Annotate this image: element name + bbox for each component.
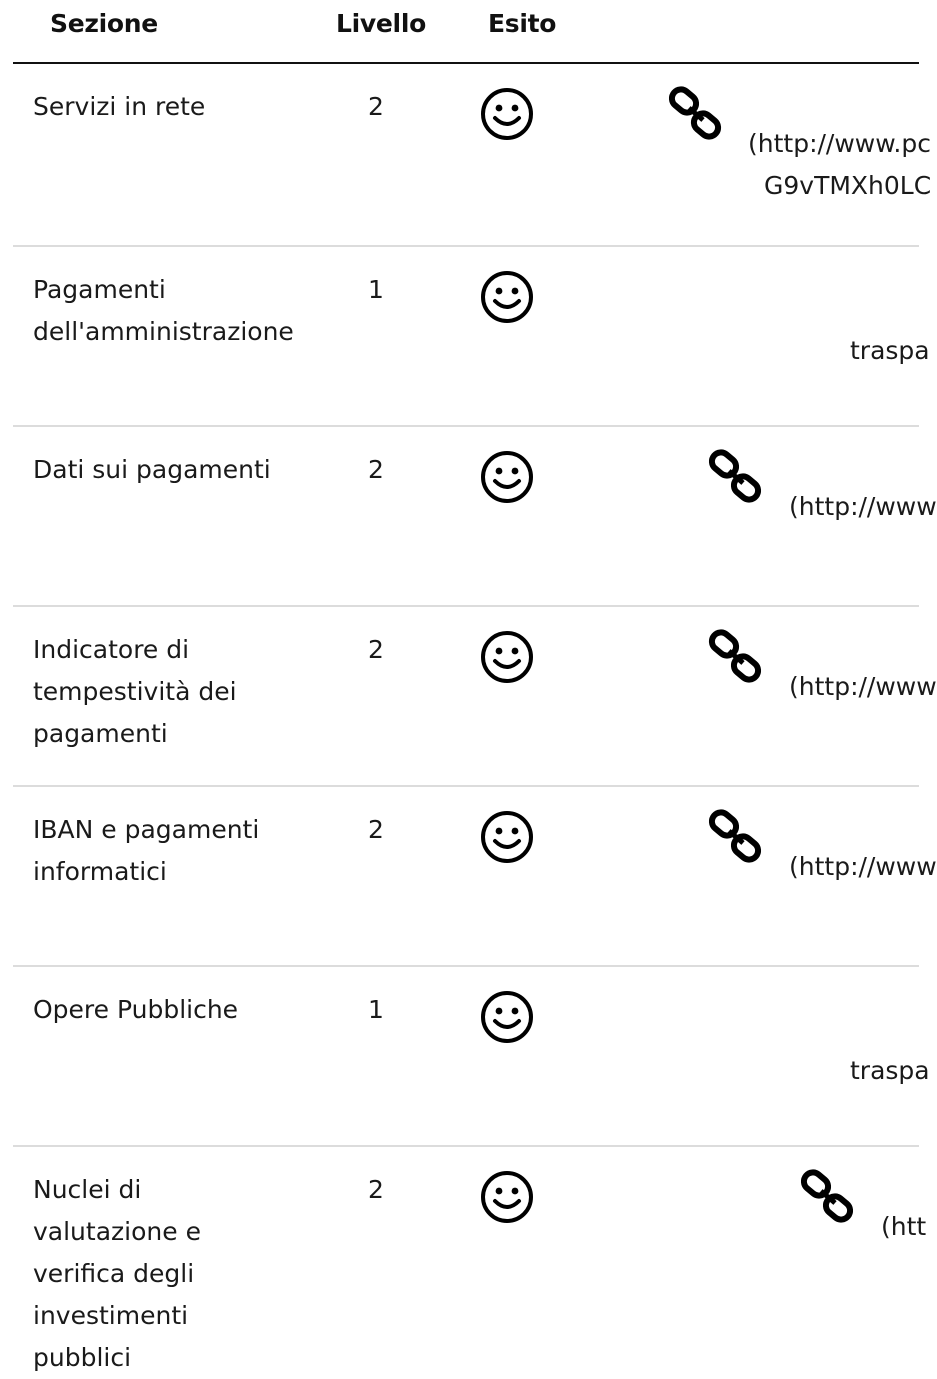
- link-chain-icon: [707, 449, 765, 507]
- link-chain-icon: [707, 809, 765, 867]
- row-livello: 2: [368, 1175, 384, 1204]
- smiley-icon: [479, 989, 535, 1045]
- row-link[interactable]: [667, 86, 932, 200]
- smiley-icon: [479, 449, 535, 505]
- row-livello: 2: [368, 815, 384, 844]
- table-row: [13, 64, 932, 244]
- table-row: [13, 1145, 927, 1372]
- table-row: [13, 245, 930, 427]
- row-sezione: Dati sui pagamenti: [33, 455, 271, 484]
- row-link-text[interactable]: (http://www: [789, 672, 937, 701]
- row-sezione: Opere Pubbliche: [33, 995, 239, 1024]
- smiley-icon: [479, 86, 535, 142]
- table-row: [13, 605, 937, 787]
- table-row: [13, 965, 930, 1147]
- smiley-icon: [479, 1169, 535, 1225]
- row-link-text[interactable]: (htt: [881, 1212, 927, 1241]
- row-link[interactable]: [707, 629, 937, 709]
- table-row: [13, 425, 937, 607]
- link-chain-icon: [707, 629, 765, 687]
- row-sezione: Pagamenti dell'amministrazione: [33, 275, 294, 346]
- row-link-text-2[interactable]: traspa: [850, 336, 930, 365]
- row-link-text-2[interactable]: G9vTMXh0LC: [764, 171, 932, 200]
- header-esito: Esito: [488, 9, 557, 38]
- row-link[interactable]: [707, 809, 937, 889]
- row-livello: 1: [368, 995, 384, 1024]
- row-sezione: Servizi in rete: [33, 92, 206, 121]
- row-link-text[interactable]: (http://www: [789, 492, 937, 521]
- row-sezione: IBAN e pagamenti informatici: [33, 815, 260, 886]
- row-link-text[interactable]: (http://www: [789, 852, 937, 881]
- link-chain-icon: [667, 86, 725, 144]
- row-livello: 2: [368, 455, 384, 484]
- table-row: [13, 785, 937, 967]
- row-livello: 1: [368, 275, 384, 304]
- table-header: [0, 0, 928, 64]
- row-livello: 2: [368, 635, 384, 664]
- row-sezione: Nuclei di valutazione e verifica degli investimenti pubblici: [33, 1175, 201, 1372]
- row-link[interactable]: [707, 449, 937, 529]
- header-livello: Livello: [336, 9, 426, 38]
- row-link-text-2[interactable]: traspa: [850, 1056, 930, 1085]
- smiley-icon: [479, 269, 535, 325]
- row-link[interactable]: [799, 1169, 927, 1249]
- link-chain-icon: [799, 1169, 857, 1227]
- smiley-icon: [479, 809, 535, 865]
- row-sezione: Indicatore di tempestività dei pagamenti: [33, 635, 237, 748]
- header-sezione: Sezione: [50, 9, 158, 38]
- smiley-icon: [479, 629, 535, 685]
- row-livello: 2: [368, 92, 384, 121]
- row-link-text[interactable]: (http://www.pc: [748, 129, 931, 158]
